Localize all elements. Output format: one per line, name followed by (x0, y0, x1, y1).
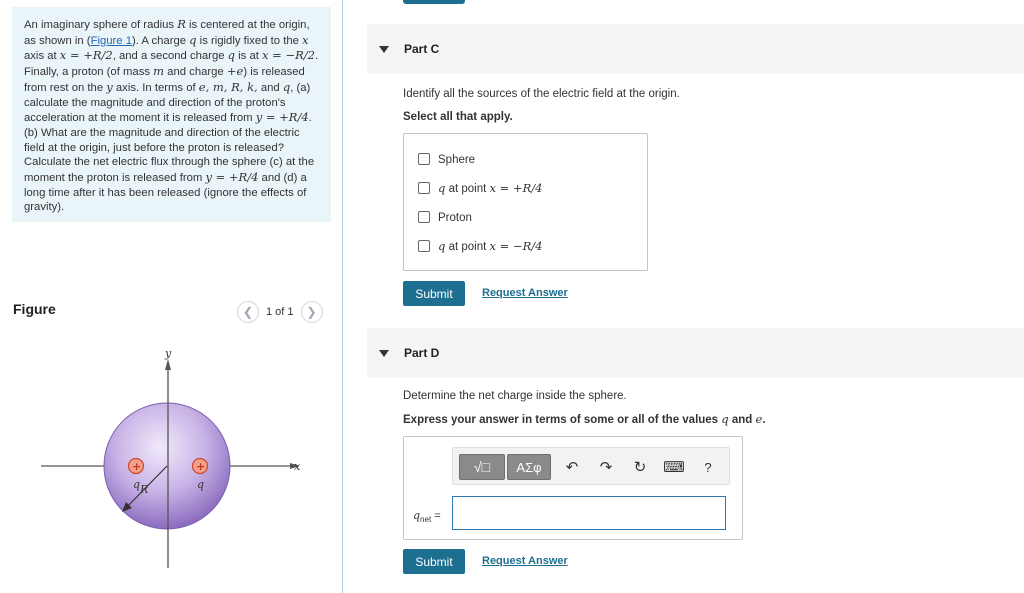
checkbox[interactable] (418, 240, 430, 252)
templates-button[interactable] (459, 454, 505, 480)
charge-right-label: q (197, 478, 205, 491)
figure-link[interactable]: Figure 1 (90, 34, 133, 47)
chevron-left-icon: ❮ (242, 305, 254, 319)
part-d-question: Determine the net charge inside the sphere. (403, 390, 627, 402)
radius-label: R (140, 483, 149, 496)
next-figure-button[interactable] (301, 301, 323, 323)
part-c-choices (403, 133, 648, 271)
choice-q-plus[interactable]: q at point x = +R/4 (418, 181, 542, 195)
part-d-instruction: Express your answer in terms of some or all of the values q and e. (403, 412, 766, 426)
part-d-request-answer-link[interactable]: Request Answer (482, 555, 568, 567)
part-c-header[interactable] (367, 24, 1024, 74)
part-c-submit-button[interactable]: Submit (403, 281, 465, 306)
y-axis-arrow-icon (165, 359, 171, 370)
sphere-figure (36, 343, 306, 573)
greek-symbols-button[interactable] (507, 454, 551, 480)
charge-left (129, 459, 144, 474)
previous-submit-button[interactable] (403, 0, 465, 4)
charge-left-label: q (133, 478, 141, 491)
svg-text:+: + (132, 460, 142, 473)
chevron-right-icon: ❯ (306, 305, 317, 319)
part-d-header[interactable] (367, 328, 1024, 378)
choice-proton[interactable]: Proton (418, 210, 472, 224)
charge-right (193, 459, 208, 474)
undo-icon[interactable]: ↶ (565, 459, 579, 476)
left-pane (0, 0, 343, 593)
redo-icon[interactable]: ↷ (599, 459, 613, 476)
x-axis-label: x (294, 460, 301, 473)
math-toolbar (452, 447, 730, 485)
reset-icon[interactable]: ↻ (633, 459, 647, 476)
checkbox[interactable] (418, 211, 430, 223)
greek-icon: ΑΣφ (516, 459, 542, 475)
help-icon[interactable]: ? (704, 459, 712, 475)
checkbox[interactable] (418, 153, 430, 165)
figure-pager (237, 301, 323, 323)
figure-title: Figure (13, 301, 56, 317)
svg-text:+: + (196, 460, 206, 473)
prev-figure-button[interactable] (237, 301, 259, 323)
templates-icon: √□ (473, 459, 491, 475)
keyboard-icon[interactable]: ⌨ (663, 459, 685, 476)
part-d-submit-button[interactable]: Submit (403, 549, 465, 574)
checkbox[interactable] (418, 182, 430, 194)
pager-text: 1 of 1 (266, 306, 294, 318)
part-c-title: Part C (404, 42, 440, 56)
qnet-answer-input[interactable] (452, 496, 726, 530)
qnet-label: $q_{net}$ = (413, 509, 441, 525)
part-c-instruction: Select all that apply. (403, 111, 513, 123)
caret-down-icon (379, 350, 389, 357)
choice-sphere[interactable]: Sphere (418, 152, 475, 166)
part-d-title: Part D (404, 346, 440, 360)
choice-q-minus[interactable]: q at point x = −R/4 (418, 239, 542, 253)
part-d-answer-box (403, 436, 743, 540)
part-c-request-answer-link[interactable]: Request Answer (482, 287, 568, 299)
caret-down-icon (379, 46, 389, 53)
part-c-question: Identify all the sources of the electric field at the origin. (403, 88, 680, 100)
y-axis-label: y (165, 347, 172, 360)
problem-statement: An imaginary sphere of radius R is centered at the origin, as shown in (Figure 1). A charge q is rigidly fixed to the x axis at x = +R/2, and a second charge q is at x = −R/2. Finally, a proton (of mass m and charge +e) is released from rest on the y axis. In terms of e, m, R, k, and q, (a) calculate the magnitude and direction of the proton's acceleration at the moment it is released from y = +R/4. (b) What are the magnitude and direction of the electric field at the origin, just before the proton is released? Calculate the net electric flux through the sphere (c) at the moment the proton is released from y = +R/4 and (d) a long time after it has been released (ignore the effects of gravity). (12, 7, 331, 222)
